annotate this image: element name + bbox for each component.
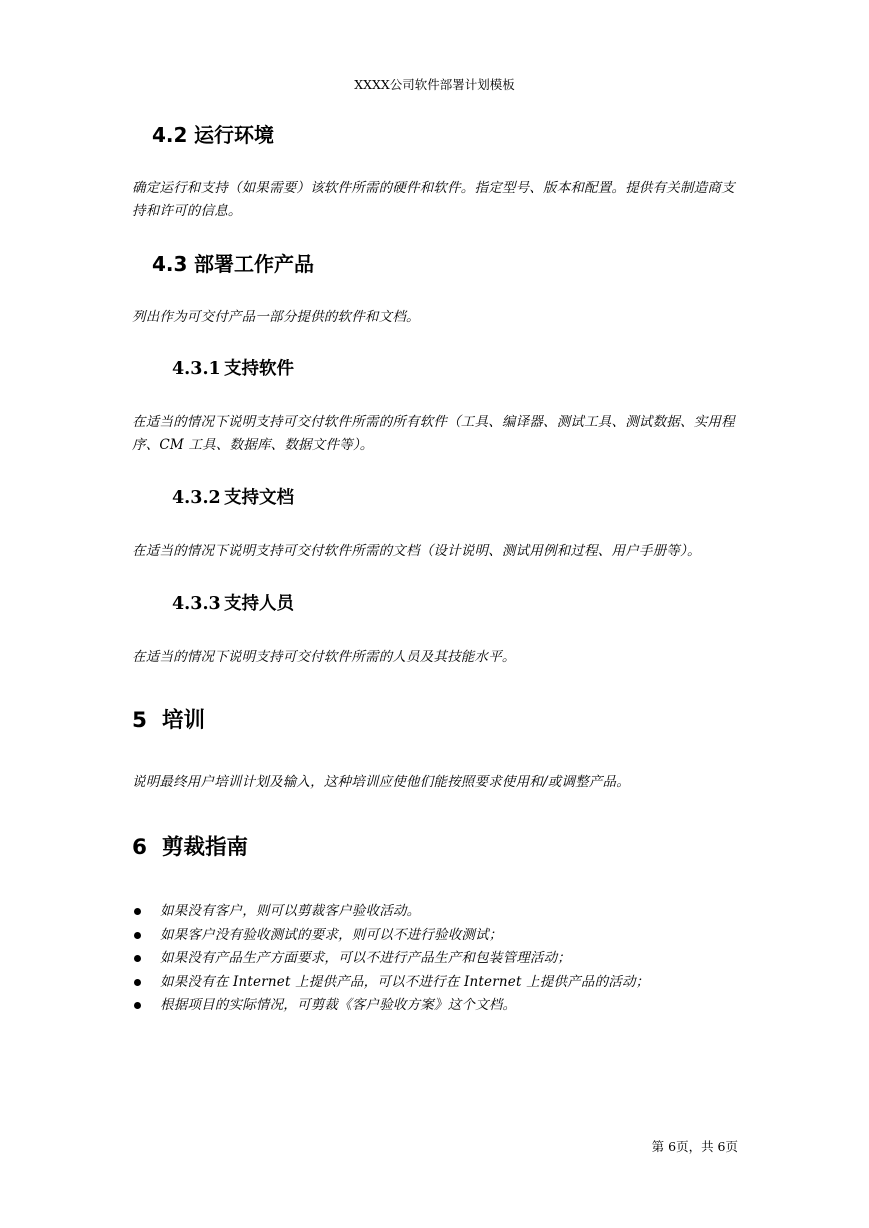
section-title: 支持软件 [224, 359, 294, 379]
bullet-dot-icon [134, 979, 141, 986]
section-body-4-2: 确定运行和支持（如果需要）该软件所需的硬件和软件。指定型号、版本和配置。提供有关制造商支持和许可的信息。 [132, 180, 735, 219]
section-title: 支持人员 [224, 594, 294, 614]
section-body-4-3: 列出作为可交付产品一部分提供的软件和文档。 [132, 309, 420, 325]
section-title: 剪裁指南 [162, 835, 249, 860]
bullet-dot-icon [134, 1002, 141, 1009]
list-item [132, 971, 752, 995]
section-title: 运行环境 [194, 123, 274, 147]
section-number: 6 [132, 835, 147, 860]
section-title: 培训 [162, 708, 206, 733]
list-item-text: 如果没有产品生产方面要求，可以不进行产品生产和包装管理活动； [160, 950, 571, 966]
bullet-dot-icon [134, 908, 141, 915]
page-footer: 第 6页，共 6页 [651, 1139, 738, 1154]
section-number: 4.3 [152, 252, 188, 276]
list-item [132, 900, 752, 924]
list-item [132, 924, 752, 948]
page-header: XXXX公司软件部署计划模板 [354, 77, 515, 92]
section-heading-4-3-3 [172, 593, 294, 615]
section-number: 4.3.3 [172, 594, 221, 614]
section-heading-4-2 [152, 123, 274, 147]
section-number: 4.2 [152, 123, 188, 147]
list-item-text: 根据项目的实际情况，可剪裁《客户验收方案》这个文档。 [160, 997, 517, 1013]
section-heading-5 [132, 708, 205, 734]
section-heading-6 [132, 835, 248, 861]
section-body-4-3-2: 在适当的情况下说明支持可交付软件所需的文档（设计说明、测试用例和过程、用户手册等）。 [132, 543, 701, 559]
section-body-5: 说明最终用户培训计划及输入，这种培训应使他们能按照要求使用和/或调整产品。 [132, 774, 630, 790]
section-title: 部署工作产品 [194, 252, 314, 276]
bullet-dot-icon [134, 932, 141, 939]
list-item [132, 947, 752, 971]
section-body-4-3-1: 在适当的情况下说明支持可交付软件所需的所有软件（工具、编译器、测试工具、测试数据、实用程序、CM 工具、数据库、数据文件等）。 [132, 414, 735, 453]
section-heading-4-3-2 [172, 487, 294, 509]
tailoring-bullet-list [132, 900, 752, 1018]
section-title: 支持文档 [224, 488, 294, 508]
section-number: 5 [132, 708, 147, 733]
section-number: 4.3.2 [172, 488, 221, 508]
section-number: 4.3.1 [172, 359, 221, 379]
section-body-4-3-3: 在适当的情况下说明支持可交付软件所需的人员及其技能水平。 [132, 649, 516, 665]
section-heading-4-3-1 [172, 358, 294, 380]
list-item-text: 如果没有客户，则可以剪裁客户验收活动。 [160, 903, 421, 919]
section-heading-4-3 [152, 252, 314, 276]
bullet-dot-icon [134, 955, 141, 962]
list-item-text: 如果客户没有验收测试的要求，则可以不进行验收测试； [160, 926, 503, 943]
list-item-text: 如果没有在 Internet 上提供产品，可以不进行在 Internet 上提供产品的活动； [160, 973, 650, 990]
list-item [132, 994, 752, 1018]
